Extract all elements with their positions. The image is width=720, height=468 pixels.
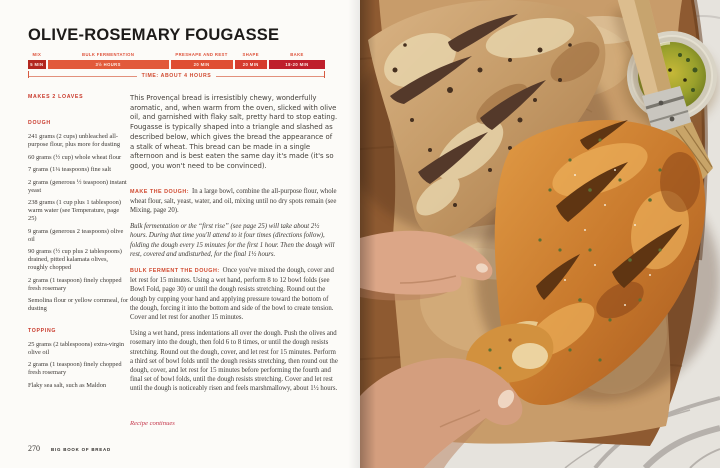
timeline (28, 52, 325, 79)
page-footer (28, 444, 111, 453)
topping-heading: TOPPING (28, 327, 57, 334)
book-title-footer: BIG BOOK OF BREAD (51, 447, 111, 452)
instruction-paragraph (130, 222, 338, 259)
bracket-line (29, 76, 137, 77)
page-number: 270 (28, 444, 40, 453)
dough-ingredient-list (28, 133, 129, 313)
step-text: Using a wet hand, press indentations all over the dough. Push the olives and rosemary into the dough, then fold 6 to 8 times, or until the dough resists stretching. Round out the dough, cover, and let rest for 15 minutes. Perform a third set of bowl folds until the dough resists stretching, then round out the dough, cover, and let rest for 15 minutes before performing the fourth and final set of bowl folds, until the dough resists stretching. Cover and let rest until the dough is noticeably risen and feels marshmallowy, about 1½ hours. (130, 330, 338, 393)
ingredient-item: 241 grams (2 cups) unbleached all-purpose flour, plus more for dusting (28, 133, 121, 148)
timeline-step-bar (48, 60, 169, 69)
ingredient-item: 2 grams (1 teaspoon) finely chopped fresh rosemary (28, 361, 122, 376)
page-title: OLIVE-ROSEMARY FOUGASSE (28, 26, 280, 44)
ingredient-item: 90 grams (½ cup plus 2 tablespoons) drained, pitted kalamata olives, roughly chopped (28, 248, 122, 271)
timeline-step-duration: 20 MIN (242, 62, 259, 67)
dough-heading: DOUGH (28, 120, 51, 126)
timeline-step-bar (28, 60, 46, 69)
ingredients-sidebar (28, 94, 129, 394)
instructions-column (130, 94, 338, 401)
step-lead-in: BULK FERMENT THE DOUGH: (130, 268, 220, 275)
instruction-paragraph (130, 266, 338, 322)
ingredient-item: 2 grams (1 teaspoon) finely chopped fresh rosemary (28, 276, 122, 292)
timeline-step-label: BAKE (290, 52, 304, 57)
timeline-step (48, 52, 169, 69)
timeline-step (171, 52, 233, 69)
timeline-step-bar (269, 60, 325, 69)
timeline-step-duration: 18-20 MIN (285, 62, 309, 67)
photo-page (360, 0, 720, 468)
step-text: In a large bowl, combine the all-purpose flour, whole wheat flour, salt, yeast, water, and oil, mixing until no dry spots remain (see Mixing, page 20). (130, 187, 337, 215)
timeline-step-bar (171, 60, 233, 69)
recipe-continues-note: Recipe continues (130, 420, 175, 427)
step-lead-in: MAKE THE DOUGH: (130, 188, 190, 195)
timeline-step (269, 52, 325, 69)
instruction-steps (130, 187, 338, 394)
timeline-step-duration: 3½ HOURS (95, 62, 121, 67)
total-time-label: TIME: ABOUT 4 HOURS (141, 73, 212, 79)
timeline-step-duration: 20 MIN (193, 62, 210, 67)
timeline-step (235, 52, 267, 69)
ingredient-item: Semolina flour or yellow cornmeal, for dusting (28, 297, 129, 312)
timeline-step (28, 52, 46, 69)
bracket-line (216, 76, 324, 77)
bracket-tick-right (324, 71, 325, 78)
yield-label: MAKES 2 LOAVES (28, 94, 84, 100)
timeline-step-bar (235, 60, 267, 69)
timeline-step-label: BULK FERMENTATION (82, 52, 135, 57)
ingredient-item: 238 grams (1 cup plus 1 tablespoon) warm water (see Temperature, page 25) (28, 199, 122, 222)
timeline-bars (28, 52, 325, 69)
ingredient-item: 7 grams (1¼ teaspoons) fine salt (28, 166, 112, 173)
timeline-total (28, 73, 325, 79)
timeline-step-duration: 5 MIN (30, 62, 44, 67)
timeline-step-label: MIX (32, 52, 42, 57)
recipe-intro: This Provençal bread is irresistibly chewy, wonderfully aromatic, and, when warm from the oven, slicked with olive oil, and garnished with flaky salt, pretty hard to stop eating. Fougasse is typically shaped into a triangle and slashed as described below, which gives the bread the appearance of a stalk of wheat. This bread can be made in a single afternoon and is best eaten the same day it's made (it's so good, you won't need to be convinced). (130, 94, 338, 170)
topping-ingredient-list (28, 341, 129, 390)
ingredient-item: 60 grams (½ cup) whole wheat flour (28, 153, 122, 161)
ingredient-item: Flaky sea salt, such as Maldon (28, 381, 107, 389)
step-text: Once you've mixed the dough, cover and let rest for 15 minutes. Using a wet hand, perform 8 to 12 bowl folds (see Bowl Fold, page 30) or until the dough resists stretching. Round out the dough by cupping your hand and applying pressure toward the bottom of the dough, forcing it into the bottom and side of the bowl to create tension. Cover and let rest for another 15 minutes. (130, 267, 334, 322)
instruction-paragraph (130, 329, 338, 393)
timeline-step-label: SHAPE (242, 52, 259, 57)
ingredient-item: 25 grams (2 tablespoons) extra-virgin olive oil (28, 340, 125, 356)
fougasse-photo (360, 0, 720, 468)
step-text: Bulk fermentation or the “first rise” (see page 25) will take about 2½ hours. During that time you'll attend to it four times (directions follow), folding the dough every 15 minutes for the first 1 hour. Then the dough will rest, covered and undisturbed, for the final 1½ hours. (130, 223, 335, 258)
instruction-paragraph (130, 187, 338, 216)
ingredient-item: 2 grams (generous ½ teaspoon) instant yeast (28, 178, 127, 194)
ingredient-item: 9 grams (generous 2 teaspoons) olive oil (28, 227, 124, 243)
page-gutter-shadow (360, 0, 376, 468)
timeline-step-label: PRESHAPE AND REST (175, 52, 228, 57)
